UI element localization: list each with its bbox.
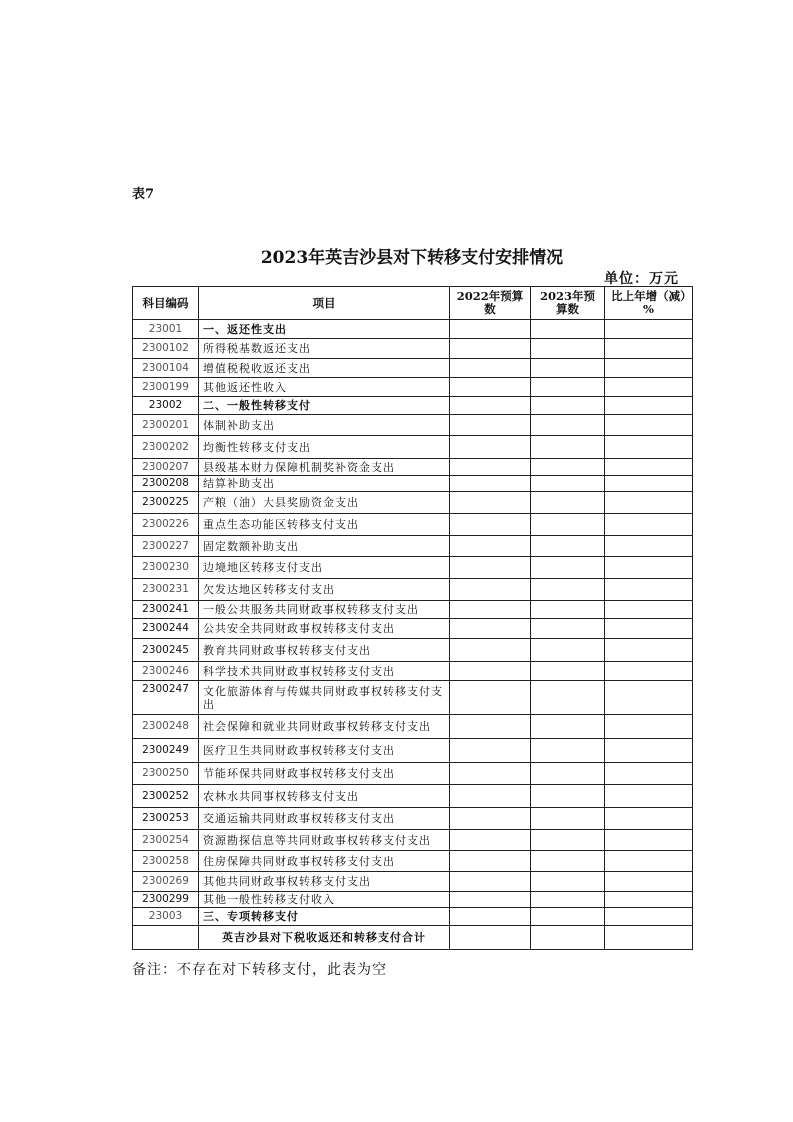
row-change xyxy=(605,639,693,662)
row-budget-2023 xyxy=(531,339,605,359)
unit-label: 单位：万元 xyxy=(604,271,679,287)
row-change xyxy=(605,397,693,415)
row-change xyxy=(605,579,693,601)
row-code: 2300269 xyxy=(133,872,199,892)
row-budget-2022 xyxy=(450,639,531,662)
row-code: 2300250 xyxy=(133,763,199,785)
header-budget-2023: 2023年预算数 xyxy=(531,287,605,320)
table-row xyxy=(133,681,693,715)
page-title: 2023年英吉沙县对下转移支付安排情况 xyxy=(260,248,564,268)
table-number-label: 表7 xyxy=(132,187,155,202)
row-budget-2022 xyxy=(450,492,531,514)
row-code: 2300227 xyxy=(133,536,199,557)
row-budget-2023 xyxy=(531,763,605,785)
row-budget-2023 xyxy=(531,459,605,476)
row-change xyxy=(605,459,693,476)
table-row xyxy=(133,459,693,476)
table-row xyxy=(133,579,693,601)
row-item: 均衡性转移支付支出 xyxy=(199,436,450,459)
row-code: 23003 xyxy=(133,908,199,926)
row-change xyxy=(605,662,693,681)
table-row xyxy=(133,536,693,557)
row-budget-2023 xyxy=(531,619,605,639)
row-budget-2023 xyxy=(531,492,605,514)
row-budget-2022 xyxy=(450,557,531,579)
table-row xyxy=(133,492,693,514)
row-item: 结算补助支出 xyxy=(199,476,450,492)
row-budget-2022 xyxy=(450,619,531,639)
row-code: 2300231 xyxy=(133,579,199,601)
row-budget-2022 xyxy=(450,320,531,339)
header-code: 科目编码 xyxy=(133,287,199,320)
row-budget-2022 xyxy=(450,715,531,739)
row-code: 2300245 xyxy=(133,639,199,662)
row-item: 固定数额补助支出 xyxy=(199,536,450,557)
row-code: 2300201 xyxy=(133,415,199,436)
row-item: 公共安全共同财政事权转移支付支出 xyxy=(199,619,450,639)
row-budget-2023 xyxy=(531,808,605,830)
row-budget-2023 xyxy=(531,851,605,872)
row-change xyxy=(605,557,693,579)
row-item: 节能环保共同财政事权转移支付支出 xyxy=(199,763,450,785)
table-header-row xyxy=(133,287,693,320)
row-item: 所得税基数返还支出 xyxy=(199,339,450,359)
row-code: 2300254 xyxy=(133,830,199,851)
row-code: 2300253 xyxy=(133,808,199,830)
row-code: 2300299 xyxy=(133,892,199,908)
row-change xyxy=(605,785,693,808)
row-budget-2023 xyxy=(531,514,605,536)
row-change xyxy=(605,763,693,785)
table-row xyxy=(133,476,693,492)
row-budget-2022 xyxy=(450,808,531,830)
row-item: 社会保障和就业共同财政事权转移支付支出 xyxy=(199,715,450,739)
table-body xyxy=(133,320,693,950)
row-budget-2023 xyxy=(531,557,605,579)
row-code: 23002 xyxy=(133,397,199,415)
row-item: 一、返还性支出 xyxy=(199,320,450,339)
header-change: 比上年增（减）% xyxy=(605,287,693,320)
row-budget-2023 xyxy=(531,378,605,397)
row-budget-2023 xyxy=(531,872,605,892)
row-item: 三、专项转移支付 xyxy=(199,908,450,926)
row-budget-2023 xyxy=(531,436,605,459)
row-budget-2023 xyxy=(531,715,605,739)
row-item: 科学技术共同财政事权转移支付支出 xyxy=(199,662,450,681)
row-change xyxy=(605,476,693,492)
row-item: 医疗卫生共同财政事权转移支付支出 xyxy=(199,739,450,763)
row-budget-2023 xyxy=(531,681,605,715)
row-budget-2022 xyxy=(450,459,531,476)
footnote: 备注：不存在对下转移支付，此表为空 xyxy=(132,962,387,978)
row-budget-2023 xyxy=(531,739,605,763)
row-code: 2300249 xyxy=(133,739,199,763)
table-row xyxy=(133,662,693,681)
row-budget-2023 xyxy=(531,892,605,908)
row-change xyxy=(605,739,693,763)
row-budget-2022 xyxy=(450,415,531,436)
row-budget-2023 xyxy=(531,785,605,808)
row-item: 文化旅游体育与传媒共同财政事权转移支付支出 xyxy=(199,681,450,715)
row-item: 资源勘探信息等共同财政事权转移支付支出 xyxy=(199,830,450,851)
row-change xyxy=(605,872,693,892)
row-code: 2300208 xyxy=(133,476,199,492)
row-budget-2022 xyxy=(450,514,531,536)
row-budget-2022 xyxy=(450,830,531,851)
row-budget-2023 xyxy=(531,536,605,557)
row-item: 重点生态功能区转移支付支出 xyxy=(199,514,450,536)
row-code: 2300246 xyxy=(133,662,199,681)
table-row xyxy=(133,851,693,872)
row-item: 教育共同财政事权转移支付支出 xyxy=(199,639,450,662)
row-budget-2022 xyxy=(450,908,531,926)
row-item: 欠发达地区转移支付支出 xyxy=(199,579,450,601)
table-row xyxy=(133,601,693,619)
row-code: 2300225 xyxy=(133,492,199,514)
row-budget-2023 xyxy=(531,908,605,926)
table-row xyxy=(133,639,693,662)
row-budget-2022 xyxy=(450,872,531,892)
row-budget-2022 xyxy=(450,339,531,359)
table-row xyxy=(133,397,693,415)
row-code: 2300202 xyxy=(133,436,199,459)
row-budget-2023 xyxy=(531,662,605,681)
row-item: 其他共同财政事权转移支付支出 xyxy=(199,872,450,892)
table-row xyxy=(133,763,693,785)
row-change xyxy=(605,908,693,926)
row-budget-2022 xyxy=(450,378,531,397)
row-code: 2300199 xyxy=(133,378,199,397)
row-change xyxy=(605,715,693,739)
row-budget-2023 xyxy=(531,476,605,492)
row-budget-2022 xyxy=(450,476,531,492)
row-budget-2023 xyxy=(531,397,605,415)
row-change xyxy=(605,492,693,514)
row-item: 农林水共同事权转移支付支出 xyxy=(199,785,450,808)
table-row xyxy=(133,872,693,892)
row-budget-2022 xyxy=(450,851,531,872)
row-item: 交通运输共同财政事权转移支付支出 xyxy=(199,808,450,830)
table-row xyxy=(133,415,693,436)
row-item: 其他返还性收入 xyxy=(199,378,450,397)
total-code xyxy=(133,926,199,950)
total-budget-2023 xyxy=(531,926,605,950)
row-code: 23001 xyxy=(133,320,199,339)
row-budget-2022 xyxy=(450,601,531,619)
row-item: 其他一般性转移支付收入 xyxy=(199,892,450,908)
row-change xyxy=(605,536,693,557)
row-change xyxy=(605,320,693,339)
row-budget-2023 xyxy=(531,601,605,619)
table-row xyxy=(133,619,693,639)
table-row xyxy=(133,739,693,763)
row-budget-2023 xyxy=(531,639,605,662)
row-item: 边境地区转移支付支出 xyxy=(199,557,450,579)
row-item: 体制补助支出 xyxy=(199,415,450,436)
table-row xyxy=(133,785,693,808)
table-row xyxy=(133,378,693,397)
table-row xyxy=(133,908,693,926)
table-row xyxy=(133,514,693,536)
table-row xyxy=(133,715,693,739)
row-budget-2022 xyxy=(450,739,531,763)
total-row xyxy=(133,926,693,950)
table-row xyxy=(133,830,693,851)
header-item: 项目 xyxy=(199,287,450,320)
table-row xyxy=(133,436,693,459)
table-row xyxy=(133,892,693,908)
transfer-payment-table xyxy=(132,286,693,950)
row-code: 2300248 xyxy=(133,715,199,739)
row-code: 2300207 xyxy=(133,459,199,476)
total-budget-2022 xyxy=(450,926,531,950)
row-change xyxy=(605,378,693,397)
row-code: 2300104 xyxy=(133,359,199,378)
total-label: 英吉沙县对下税收返还和转移支付合计 xyxy=(199,926,450,950)
row-change xyxy=(605,601,693,619)
row-code: 2300252 xyxy=(133,785,199,808)
row-change xyxy=(605,514,693,536)
row-budget-2022 xyxy=(450,536,531,557)
row-item: 产粮（油）大县奖励资金支出 xyxy=(199,492,450,514)
row-budget-2022 xyxy=(450,397,531,415)
row-change xyxy=(605,619,693,639)
row-change xyxy=(605,339,693,359)
table-row xyxy=(133,339,693,359)
row-budget-2023 xyxy=(531,830,605,851)
row-change xyxy=(605,830,693,851)
total-change xyxy=(605,926,693,950)
row-budget-2022 xyxy=(450,579,531,601)
row-code: 2300258 xyxy=(133,851,199,872)
row-budget-2022 xyxy=(450,785,531,808)
row-budget-2022 xyxy=(450,763,531,785)
row-item: 住房保障共同财政事权转移支付支出 xyxy=(199,851,450,872)
row-item: 一般公共服务共同财政事权转移支付支出 xyxy=(199,601,450,619)
row-code: 2300230 xyxy=(133,557,199,579)
row-code: 2300241 xyxy=(133,601,199,619)
row-code: 2300226 xyxy=(133,514,199,536)
header-budget-2022: 2022年预算数 xyxy=(450,287,531,320)
row-item: 二、一般性转移支付 xyxy=(199,397,450,415)
row-item: 增值税税收返还支出 xyxy=(199,359,450,378)
table-row xyxy=(133,808,693,830)
row-budget-2023 xyxy=(531,359,605,378)
row-change xyxy=(605,436,693,459)
row-item: 县级基本财力保障机制奖补资金支出 xyxy=(199,459,450,476)
row-code: 2300244 xyxy=(133,619,199,639)
row-change xyxy=(605,359,693,378)
row-change xyxy=(605,415,693,436)
row-change xyxy=(605,681,693,715)
row-budget-2023 xyxy=(531,320,605,339)
row-code: 2300102 xyxy=(133,339,199,359)
row-budget-2022 xyxy=(450,662,531,681)
row-code: 2300247 xyxy=(133,681,199,715)
row-budget-2022 xyxy=(450,681,531,715)
table-row xyxy=(133,557,693,579)
row-budget-2022 xyxy=(450,892,531,908)
row-change xyxy=(605,892,693,908)
row-change xyxy=(605,808,693,830)
table-row xyxy=(133,359,693,378)
row-budget-2022 xyxy=(450,436,531,459)
row-budget-2023 xyxy=(531,579,605,601)
table-row xyxy=(133,320,693,339)
row-budget-2022 xyxy=(450,359,531,378)
row-change xyxy=(605,851,693,872)
row-budget-2023 xyxy=(531,415,605,436)
